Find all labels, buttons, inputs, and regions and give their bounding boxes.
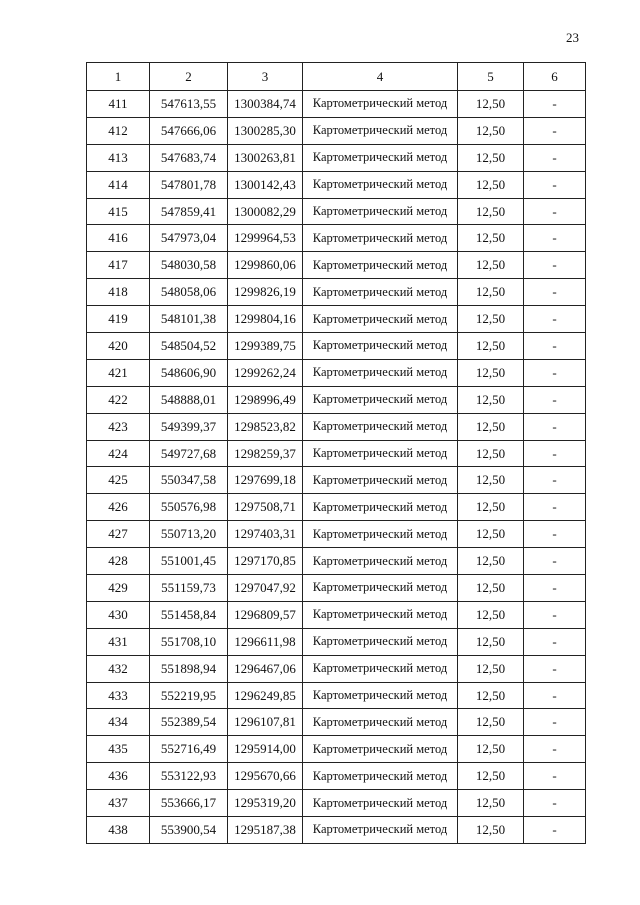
column-header: 2 <box>150 63 228 91</box>
table-row <box>87 601 586 628</box>
column-header: 3 <box>228 63 303 91</box>
note-cell: - <box>524 225 586 252</box>
note-cell: - <box>524 440 586 467</box>
point-number-cell: 422 <box>87 386 150 413</box>
table-row <box>87 790 586 817</box>
point-number-cell: 427 <box>87 521 150 548</box>
y-coordinate-cell: 1296611,98 <box>228 628 303 655</box>
page-number: 23 <box>566 30 579 45</box>
y-coordinate-cell: 1297508,71 <box>228 494 303 521</box>
note-cell: - <box>524 117 586 144</box>
note-cell: - <box>524 736 586 763</box>
method-cell: Картометрический метод <box>303 440 458 467</box>
note-cell: - <box>524 198 586 225</box>
column-header: 5 <box>458 63 524 91</box>
x-coordinate-cell: 553122,93 <box>150 763 228 790</box>
point-number-cell: 418 <box>87 279 150 306</box>
method-cell: Картометрический метод <box>303 144 458 171</box>
note-cell: - <box>524 306 586 333</box>
x-coordinate-cell: 549399,37 <box>150 413 228 440</box>
method-cell: Картометрический метод <box>303 171 458 198</box>
y-coordinate-cell: 1296467,06 <box>228 655 303 682</box>
method-cell: Картометрический метод <box>303 333 458 360</box>
method-cell: Картометрический метод <box>303 601 458 628</box>
note-cell: - <box>524 413 586 440</box>
point-number-cell: 413 <box>87 144 150 171</box>
table-row <box>87 306 586 333</box>
table-row <box>87 548 586 575</box>
x-coordinate-cell: 552219,95 <box>150 682 228 709</box>
table-row <box>87 225 586 252</box>
point-number-cell: 414 <box>87 171 150 198</box>
method-cell: Картометрический метод <box>303 682 458 709</box>
method-cell: Картометрический метод <box>303 359 458 386</box>
table-row <box>87 359 586 386</box>
point-number-cell: 433 <box>87 682 150 709</box>
accuracy-cell: 12,50 <box>458 628 524 655</box>
x-coordinate-cell: 553900,54 <box>150 817 228 844</box>
method-cell: Картометрический метод <box>303 413 458 440</box>
method-cell: Картометрический метод <box>303 521 458 548</box>
table-row <box>87 817 586 844</box>
table-row <box>87 682 586 709</box>
table-row <box>87 171 586 198</box>
accuracy-cell: 12,50 <box>458 521 524 548</box>
point-number-cell: 417 <box>87 252 150 279</box>
method-cell: Картометрический метод <box>303 575 458 602</box>
x-coordinate-cell: 552389,54 <box>150 709 228 736</box>
note-cell: - <box>524 279 586 306</box>
x-coordinate-cell: 547973,04 <box>150 225 228 252</box>
method-cell: Картометрический метод <box>303 225 458 252</box>
table-row <box>87 91 586 118</box>
note-cell: - <box>524 682 586 709</box>
y-coordinate-cell: 1298523,82 <box>228 413 303 440</box>
note-cell: - <box>524 359 586 386</box>
table-row <box>87 386 586 413</box>
x-coordinate-cell: 548058,06 <box>150 279 228 306</box>
point-number-cell: 438 <box>87 817 150 844</box>
accuracy-cell: 12,50 <box>458 817 524 844</box>
note-cell: - <box>524 628 586 655</box>
accuracy-cell: 12,50 <box>458 548 524 575</box>
table-row <box>87 494 586 521</box>
point-number-cell: 437 <box>87 790 150 817</box>
x-coordinate-cell: 551708,10 <box>150 628 228 655</box>
y-coordinate-cell: 1295187,38 <box>228 817 303 844</box>
x-coordinate-cell: 550347,58 <box>150 467 228 494</box>
method-cell: Картометрический метод <box>303 117 458 144</box>
table-row <box>87 521 586 548</box>
y-coordinate-cell: 1298996,49 <box>228 386 303 413</box>
method-cell: Картометрический метод <box>303 548 458 575</box>
x-coordinate-cell: 551458,84 <box>150 601 228 628</box>
accuracy-cell: 12,50 <box>458 655 524 682</box>
y-coordinate-cell: 1295319,20 <box>228 790 303 817</box>
x-coordinate-cell: 548888,01 <box>150 386 228 413</box>
accuracy-cell: 12,50 <box>458 494 524 521</box>
column-header: 4 <box>303 63 458 91</box>
table-row <box>87 440 586 467</box>
accuracy-cell: 12,50 <box>458 386 524 413</box>
method-cell: Картометрический метод <box>303 709 458 736</box>
accuracy-cell: 12,50 <box>458 440 524 467</box>
y-coordinate-cell: 1297403,31 <box>228 521 303 548</box>
point-number-cell: 431 <box>87 628 150 655</box>
method-cell: Картометрический метод <box>303 790 458 817</box>
y-coordinate-cell: 1299262,24 <box>228 359 303 386</box>
note-cell: - <box>524 575 586 602</box>
x-coordinate-cell: 548606,90 <box>150 359 228 386</box>
accuracy-cell: 12,50 <box>458 225 524 252</box>
x-coordinate-cell: 547613,55 <box>150 91 228 118</box>
accuracy-cell: 12,50 <box>458 279 524 306</box>
x-coordinate-cell: 551001,45 <box>150 548 228 575</box>
x-coordinate-cell: 549727,68 <box>150 440 228 467</box>
method-cell: Картометрический метод <box>303 386 458 413</box>
accuracy-cell: 12,50 <box>458 117 524 144</box>
point-number-cell: 424 <box>87 440 150 467</box>
table-body <box>87 91 586 844</box>
method-cell: Картометрический метод <box>303 494 458 521</box>
point-number-cell: 434 <box>87 709 150 736</box>
note-cell: - <box>524 817 586 844</box>
point-number-cell: 435 <box>87 736 150 763</box>
point-number-cell: 425 <box>87 467 150 494</box>
x-coordinate-cell: 547666,06 <box>150 117 228 144</box>
y-coordinate-cell: 1299804,16 <box>228 306 303 333</box>
table-row <box>87 333 586 360</box>
accuracy-cell: 12,50 <box>458 575 524 602</box>
point-number-cell: 415 <box>87 198 150 225</box>
table-row <box>87 279 586 306</box>
accuracy-cell: 12,50 <box>458 144 524 171</box>
y-coordinate-cell: 1297170,85 <box>228 548 303 575</box>
table-row <box>87 709 586 736</box>
accuracy-cell: 12,50 <box>458 763 524 790</box>
table-row <box>87 198 586 225</box>
y-coordinate-cell: 1299389,75 <box>228 333 303 360</box>
note-cell: - <box>524 144 586 171</box>
accuracy-cell: 12,50 <box>458 709 524 736</box>
x-coordinate-cell: 547801,78 <box>150 171 228 198</box>
accuracy-cell: 12,50 <box>458 171 524 198</box>
accuracy-cell: 12,50 <box>458 682 524 709</box>
x-coordinate-cell: 551159,73 <box>150 575 228 602</box>
y-coordinate-cell: 1299826,19 <box>228 279 303 306</box>
note-cell: - <box>524 521 586 548</box>
point-number-cell: 412 <box>87 117 150 144</box>
y-coordinate-cell: 1299860,06 <box>228 252 303 279</box>
point-number-cell: 420 <box>87 333 150 360</box>
method-cell: Картометрический метод <box>303 763 458 790</box>
y-coordinate-cell: 1297699,18 <box>228 467 303 494</box>
accuracy-cell: 12,50 <box>458 333 524 360</box>
point-number-cell: 411 <box>87 91 150 118</box>
point-number-cell: 423 <box>87 413 150 440</box>
accuracy-cell: 12,50 <box>458 306 524 333</box>
accuracy-cell: 12,50 <box>458 736 524 763</box>
method-cell: Картометрический метод <box>303 628 458 655</box>
note-cell: - <box>524 252 586 279</box>
point-number-cell: 426 <box>87 494 150 521</box>
y-coordinate-cell: 1300285,30 <box>228 117 303 144</box>
note-cell: - <box>524 333 586 360</box>
note-cell: - <box>524 548 586 575</box>
y-coordinate-cell: 1296107,81 <box>228 709 303 736</box>
table-row <box>87 628 586 655</box>
y-coordinate-cell: 1295914,00 <box>228 736 303 763</box>
point-number-cell: 421 <box>87 359 150 386</box>
method-cell: Картометрический метод <box>303 736 458 763</box>
method-cell: Картометрический метод <box>303 279 458 306</box>
note-cell: - <box>524 790 586 817</box>
y-coordinate-cell: 1297047,92 <box>228 575 303 602</box>
note-cell: - <box>524 467 586 494</box>
y-coordinate-cell: 1299964,53 <box>228 225 303 252</box>
column-header: 1 <box>87 63 150 91</box>
note-cell: - <box>524 763 586 790</box>
accuracy-cell: 12,50 <box>458 601 524 628</box>
x-coordinate-cell: 548504,52 <box>150 333 228 360</box>
note-cell: - <box>524 709 586 736</box>
accuracy-cell: 12,50 <box>458 198 524 225</box>
accuracy-cell: 12,50 <box>458 413 524 440</box>
y-coordinate-cell: 1300384,74 <box>228 91 303 118</box>
y-coordinate-cell: 1300142,43 <box>228 171 303 198</box>
coordinates-table <box>86 62 586 844</box>
x-coordinate-cell: 548030,58 <box>150 252 228 279</box>
note-cell: - <box>524 91 586 118</box>
table-row <box>87 252 586 279</box>
accuracy-cell: 12,50 <box>458 91 524 118</box>
method-cell: Картометрический метод <box>303 306 458 333</box>
point-number-cell: 436 <box>87 763 150 790</box>
note-cell: - <box>524 655 586 682</box>
point-number-cell: 416 <box>87 225 150 252</box>
y-coordinate-cell: 1296249,85 <box>228 682 303 709</box>
method-cell: Картометрический метод <box>303 467 458 494</box>
method-cell: Картометрический метод <box>303 817 458 844</box>
point-number-cell: 428 <box>87 548 150 575</box>
table-row <box>87 117 586 144</box>
y-coordinate-cell: 1296809,57 <box>228 601 303 628</box>
accuracy-cell: 12,50 <box>458 252 524 279</box>
table-row <box>87 736 586 763</box>
method-cell: Картометрический метод <box>303 252 458 279</box>
x-coordinate-cell: 550576,98 <box>150 494 228 521</box>
point-number-cell: 432 <box>87 655 150 682</box>
accuracy-cell: 12,50 <box>458 359 524 386</box>
method-cell: Картометрический метод <box>303 655 458 682</box>
x-coordinate-cell: 553666,17 <box>150 790 228 817</box>
y-coordinate-cell: 1300082,29 <box>228 198 303 225</box>
x-coordinate-cell: 550713,20 <box>150 521 228 548</box>
accuracy-cell: 12,50 <box>458 790 524 817</box>
note-cell: - <box>524 601 586 628</box>
table-header-row <box>87 63 586 91</box>
method-cell: Картометрический метод <box>303 198 458 225</box>
table-row <box>87 763 586 790</box>
y-coordinate-cell: 1295670,66 <box>228 763 303 790</box>
x-coordinate-cell: 547859,41 <box>150 198 228 225</box>
method-cell: Картометрический метод <box>303 91 458 118</box>
y-coordinate-cell: 1300263,81 <box>228 144 303 171</box>
x-coordinate-cell: 548101,38 <box>150 306 228 333</box>
y-coordinate-cell: 1298259,37 <box>228 440 303 467</box>
note-cell: - <box>524 494 586 521</box>
x-coordinate-cell: 551898,94 <box>150 655 228 682</box>
note-cell: - <box>524 386 586 413</box>
x-coordinate-cell: 547683,74 <box>150 144 228 171</box>
x-coordinate-cell: 552716,49 <box>150 736 228 763</box>
table-row <box>87 655 586 682</box>
table-row <box>87 144 586 171</box>
point-number-cell: 419 <box>87 306 150 333</box>
accuracy-cell: 12,50 <box>458 467 524 494</box>
column-header: 6 <box>524 63 586 91</box>
point-number-cell: 429 <box>87 575 150 602</box>
table-row <box>87 467 586 494</box>
table-row <box>87 575 586 602</box>
note-cell: - <box>524 171 586 198</box>
table-row <box>87 413 586 440</box>
point-number-cell: 430 <box>87 601 150 628</box>
